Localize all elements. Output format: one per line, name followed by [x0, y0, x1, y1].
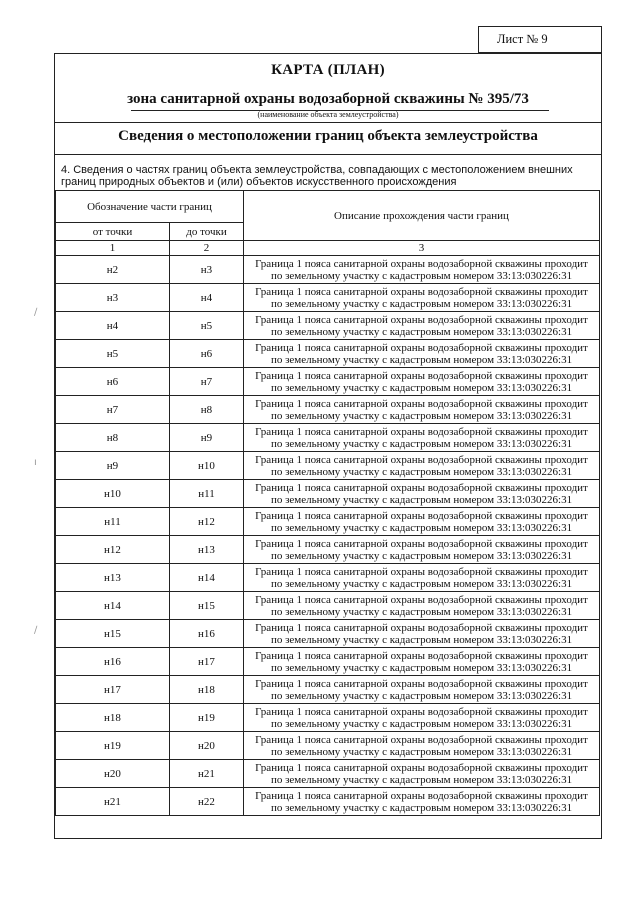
- to-point-cell: н18: [170, 676, 244, 704]
- description-line: по земельному участку с кадастровым номером 33:13:030226:31: [270, 269, 573, 282]
- description-line: по земельному участку с кадастровым номером 33:13:030226:31: [270, 549, 573, 562]
- sheet-number-box: [478, 26, 602, 53]
- sheet-number-label: Лист № 9: [497, 32, 548, 46]
- to-point-cell: н21: [170, 760, 244, 788]
- description-line: по земельному участку с кадастровым номером 33:13:030226:31: [270, 353, 573, 366]
- description-line: Граница 1 пояса санитарной охраны водозаборной скважины проходит: [255, 705, 588, 718]
- table-row: [56, 312, 600, 340]
- column-group-header: Обозначение части границ: [56, 191, 244, 223]
- subtitle-note: (наименование объекта землеустройства): [257, 110, 399, 119]
- table-row: [56, 648, 600, 676]
- from-point-cell: н21: [56, 788, 170, 816]
- description-cell: [244, 676, 600, 704]
- description-line: Граница 1 пояса санитарной охраны водозаборной скважины проходит: [255, 593, 588, 606]
- description-cell: [244, 760, 600, 788]
- table-row: [56, 592, 600, 620]
- boundary-parts-table: [55, 190, 600, 816]
- description-cell: [244, 564, 600, 592]
- description-cell: [244, 340, 600, 368]
- description-line: Граница 1 пояса санитарной охраны водозаборной скважины проходит: [255, 537, 588, 550]
- from-point-cell: н12: [56, 536, 170, 564]
- table-row: [56, 256, 600, 284]
- document-subtitle: зона санитарной охраны водозаборной скважины № 395/73: [127, 91, 529, 107]
- table-row: [56, 508, 600, 536]
- description-line: Граница 1 пояса санитарной охраны водозаборной скважины проходит: [255, 341, 588, 354]
- from-point-cell: н7: [56, 396, 170, 424]
- column-number: 1: [56, 241, 170, 256]
- table-row: [56, 340, 600, 368]
- description-line: Граница 1 пояса санитарной охраны водозаборной скважины проходит: [255, 453, 588, 466]
- description-line: по земельному участку с кадастровым номером 33:13:030226:31: [270, 437, 573, 450]
- scan-mark: ∕: [34, 625, 38, 636]
- description-line: по земельному участку с кадастровым номером 33:13:030226:31: [270, 605, 573, 618]
- from-point-cell: н11: [56, 508, 170, 536]
- description-cell: [244, 536, 600, 564]
- to-point-cell: н7: [170, 368, 244, 396]
- section-caption-line: границ природных объектов и (или) объектов искусственного происхождения: [61, 176, 457, 188]
- divider: [55, 122, 601, 123]
- description-line: Граница 1 пояса санитарной охраны водозаборной скважины проходит: [255, 733, 588, 746]
- description-line: по земельному участку с кадастровым номером 33:13:030226:31: [270, 577, 573, 590]
- description-line: Граница 1 пояса санитарной охраны водозаборной скважины проходит: [255, 397, 588, 410]
- scan-mark: ı: [34, 457, 37, 468]
- from-point-cell: н20: [56, 760, 170, 788]
- description-line: Граница 1 пояса санитарной охраны водозаборной скважины проходит: [255, 481, 588, 494]
- description-line: по земельному участку с кадастровым номером 33:13:030226:31: [270, 493, 573, 506]
- description-cell: [244, 788, 600, 816]
- description-cell: [244, 284, 600, 312]
- to-point-cell: н20: [170, 732, 244, 760]
- description-cell: [244, 508, 600, 536]
- description-cell: [244, 396, 600, 424]
- column-number: 3: [244, 241, 600, 256]
- from-point-cell: н9: [56, 452, 170, 480]
- from-point-cell: н10: [56, 480, 170, 508]
- description-line: Граница 1 пояса санитарной охраны водозаборной скважины проходит: [255, 369, 588, 382]
- from-point-cell: н3: [56, 284, 170, 312]
- to-point-cell: н13: [170, 536, 244, 564]
- column-header-to: до точки: [170, 223, 244, 241]
- column-number: 2: [170, 241, 244, 256]
- description-cell: [244, 620, 600, 648]
- table-row: [56, 452, 600, 480]
- from-point-cell: н8: [56, 424, 170, 452]
- table-row: [56, 284, 600, 312]
- description-line: Граница 1 пояса санитарной охраны водозаборной скважины проходит: [255, 425, 588, 438]
- section-caption-line: 4. Сведения о частях границ объекта землеустройства, совпадающих с местоположением внешних: [61, 164, 573, 176]
- description-line: Граница 1 пояса санитарной охраны водозаборной скважины проходит: [255, 509, 588, 522]
- description-cell: [244, 592, 600, 620]
- description-line: по земельному участку с кадастровым номером 33:13:030226:31: [270, 381, 573, 394]
- description-cell: [244, 648, 600, 676]
- from-point-cell: н19: [56, 732, 170, 760]
- to-point-cell: н12: [170, 508, 244, 536]
- description-line: по земельному участку с кадастровым номером 33:13:030226:31: [270, 521, 573, 534]
- from-point-cell: н17: [56, 676, 170, 704]
- description-line: по земельному участку с кадастровым номером 33:13:030226:31: [270, 409, 573, 422]
- description-cell: [244, 732, 600, 760]
- to-point-cell: н5: [170, 312, 244, 340]
- table-row: [56, 368, 600, 396]
- column-header-description: Описание прохождения части границ: [244, 191, 600, 241]
- description-line: Граница 1 пояса санитарной охраны водозаборной скважины проходит: [255, 789, 588, 802]
- description-line: по земельному участку с кадастровым номером 33:13:030226:31: [270, 717, 573, 730]
- to-point-cell: н6: [170, 340, 244, 368]
- description-cell: [244, 424, 600, 452]
- description-line: Граница 1 пояса санитарной охраны водозаборной скважины проходит: [255, 565, 588, 578]
- to-point-cell: н19: [170, 704, 244, 732]
- scan-mark: ∕: [34, 307, 38, 318]
- table-row: [56, 760, 600, 788]
- to-point-cell: н15: [170, 592, 244, 620]
- description-line: Граница 1 пояса санитарной охраны водозаборной скважины проходит: [255, 761, 588, 774]
- table-row: [56, 536, 600, 564]
- from-point-cell: н6: [56, 368, 170, 396]
- from-point-cell: н2: [56, 256, 170, 284]
- from-point-cell: н15: [56, 620, 170, 648]
- to-point-cell: н8: [170, 396, 244, 424]
- table-row: [56, 732, 600, 760]
- table-row: [56, 788, 600, 816]
- from-point-cell: н16: [56, 648, 170, 676]
- description-line: по земельному участку с кадастровым номером 33:13:030226:31: [270, 633, 573, 646]
- section-caption: [61, 164, 581, 188]
- description-line: Граница 1 пояса санитарной охраны водозаборной скважины проходит: [255, 649, 588, 662]
- description-line: Граница 1 пояса санитарной охраны водозаборной скважины проходит: [255, 285, 588, 298]
- from-point-cell: н18: [56, 704, 170, 732]
- description-line: Граница 1 пояса санитарной охраны водозаборной скважины проходит: [255, 677, 588, 690]
- table-row: [56, 564, 600, 592]
- to-point-cell: н9: [170, 424, 244, 452]
- description-line: по земельному участку с кадастровым номером 33:13:030226:31: [270, 773, 573, 786]
- divider: [55, 154, 601, 155]
- document-title: КАРТА (ПЛАН): [271, 62, 385, 78]
- table-row: [56, 676, 600, 704]
- to-point-cell: н4: [170, 284, 244, 312]
- from-point-cell: н13: [56, 564, 170, 592]
- description-line: по земельному участку с кадастровым номером 33:13:030226:31: [270, 325, 573, 338]
- description-cell: [244, 368, 600, 396]
- from-point-cell: н5: [56, 340, 170, 368]
- description-line: по земельному участку с кадастровым номером 33:13:030226:31: [270, 465, 573, 478]
- table-row: [56, 620, 600, 648]
- description-cell: [244, 452, 600, 480]
- table-row: [56, 424, 600, 452]
- to-point-cell: н16: [170, 620, 244, 648]
- from-point-cell: н14: [56, 592, 170, 620]
- section-title: Сведения о местоположении границ объекта землеустройства: [118, 128, 538, 144]
- to-point-cell: н10: [170, 452, 244, 480]
- description-line: по земельному участку с кадастровым номером 33:13:030226:31: [270, 801, 573, 814]
- from-point-cell: н4: [56, 312, 170, 340]
- description-cell: [244, 704, 600, 732]
- description-line: Граница 1 пояса санитарной охраны водозаборной скважины проходит: [255, 621, 588, 634]
- document-frame: [54, 53, 602, 839]
- column-header-from: от точки: [56, 223, 170, 241]
- description-cell: [244, 312, 600, 340]
- description-cell: [244, 256, 600, 284]
- to-point-cell: н11: [170, 480, 244, 508]
- description-line: Граница 1 пояса санитарной охраны водозаборной скважины проходит: [255, 257, 588, 270]
- to-point-cell: н3: [170, 256, 244, 284]
- table-row: [56, 396, 600, 424]
- description-line: по земельному участку с кадастровым номером 33:13:030226:31: [270, 689, 573, 702]
- to-point-cell: н17: [170, 648, 244, 676]
- description-line: по земельному участку с кадастровым номером 33:13:030226:31: [270, 745, 573, 758]
- description-line: по земельному участку с кадастровым номером 33:13:030226:31: [270, 297, 573, 310]
- to-point-cell: н22: [170, 788, 244, 816]
- table-row: [56, 704, 600, 732]
- to-point-cell: н14: [170, 564, 244, 592]
- description-cell: [244, 480, 600, 508]
- description-line: по земельному участку с кадастровым номером 33:13:030226:31: [270, 661, 573, 674]
- table-row: [56, 480, 600, 508]
- description-line: Граница 1 пояса санитарной охраны водозаборной скважины проходит: [255, 313, 588, 326]
